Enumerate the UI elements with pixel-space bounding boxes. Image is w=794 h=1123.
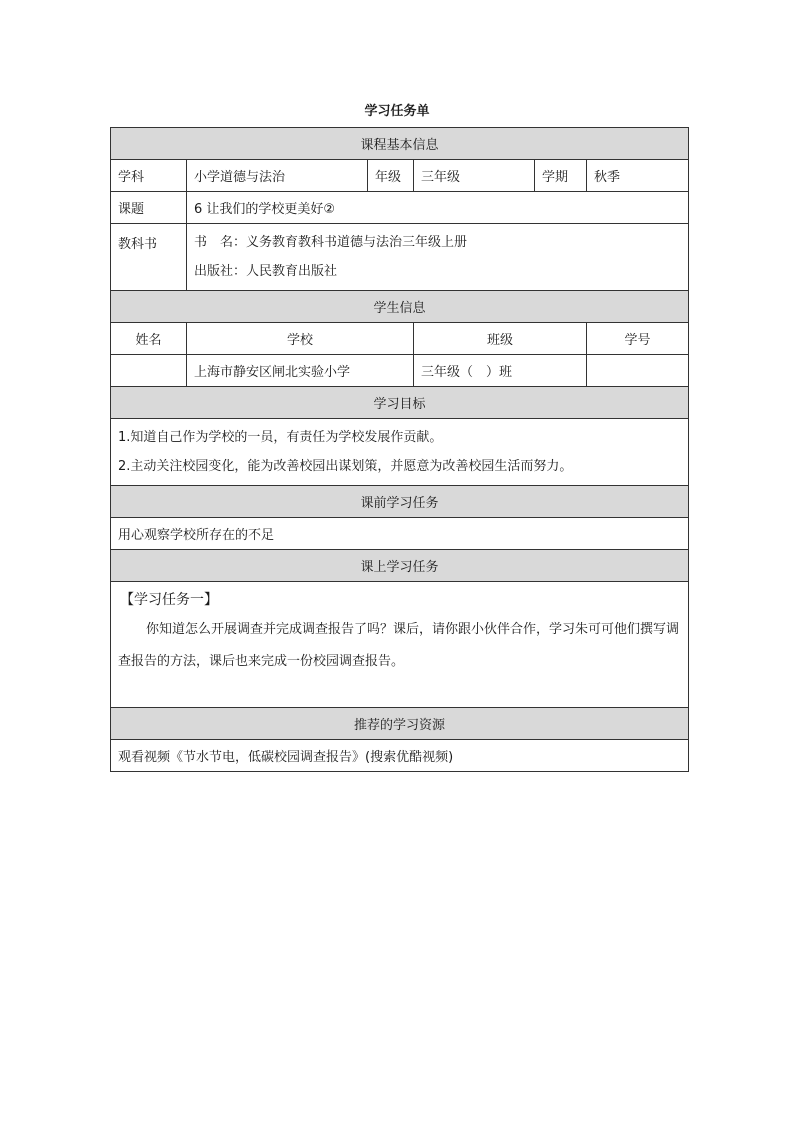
student-name-value (111, 355, 187, 387)
term-label: 学期 (535, 160, 587, 192)
subject-label: 学科 (111, 160, 187, 192)
resources-row (111, 740, 689, 772)
resources-content: 观看视频《节水节电，低碳校园调查报告》(搜索优酷视频) (111, 740, 689, 772)
goals-content-row (111, 419, 689, 486)
in-class-header: 课上学习任务 (111, 550, 689, 582)
topic-label: 课题 (111, 192, 187, 224)
topic-row (111, 192, 689, 224)
in-class-header-row (111, 550, 689, 582)
student-columns-row (111, 323, 689, 355)
goals-list (111, 419, 689, 486)
student-class-header: 班级 (414, 323, 587, 355)
student-info-header-row (111, 291, 689, 323)
course-info-header-row (111, 128, 689, 160)
pre-task-row (111, 518, 689, 550)
resources-header-row (111, 708, 689, 740)
grade-value: 三年级 (414, 160, 535, 192)
subject-row (111, 160, 689, 192)
topic-value: 6 让我们的学校更美好② (187, 192, 689, 224)
goal-item-1: 1.知道自己作为学校的一员，有责任为学校发展作贡献。 (118, 430, 443, 445)
pre-task-header-row (111, 486, 689, 518)
task-sheet-table (110, 127, 689, 772)
student-info-header: 学生信息 (111, 291, 689, 323)
textbook-name: 书 名：义务教育教科书道德与法治三年级上册 (194, 235, 468, 250)
task-one-title: 【学习任务一】 (120, 592, 218, 608)
textbook-publisher: 出版社：人民教育出版社 (194, 264, 338, 279)
in-class-content (111, 582, 689, 708)
pre-task-content: 用心观察学校所存在的不足 (111, 518, 689, 550)
subject-value: 小学道德与法治 (187, 160, 368, 192)
term-value: 秋季 (587, 160, 689, 192)
goal-item-2: 2.主动关注校园变化，能为改善校园出谋划策，并愿意为改善校园生活而努力。 (118, 459, 573, 474)
goals-header: 学习目标 (111, 387, 689, 419)
student-id-header: 学号 (587, 323, 689, 355)
task-one-body: 你知道怎么开展调查并完成调查报告了吗？课后，请你跟小伙伴合作，学习朱可可他们撰写调查报告的方法，课后也来完成一份校园调查报告。 (118, 622, 680, 669)
goals-header-row (111, 387, 689, 419)
textbook-row (111, 224, 689, 291)
course-info-header: 课程基本信息 (111, 128, 689, 160)
in-class-row (111, 582, 689, 708)
pre-task-header: 课前学习任务 (111, 486, 689, 518)
student-values-row (111, 355, 689, 387)
student-school-value: 上海市静安区闸北实验小学 (187, 355, 414, 387)
student-class-value: 三年级（ ）班 (414, 355, 587, 387)
student-id-value (587, 355, 689, 387)
document-title: 学习任务单 (364, 104, 430, 119)
grade-label: 年级 (368, 160, 414, 192)
resources-header: 推荐的学习资源 (111, 708, 689, 740)
textbook-label: 教科书 (111, 224, 187, 291)
student-name-header: 姓名 (111, 323, 187, 355)
textbook-info (187, 224, 689, 291)
student-school-header: 学校 (187, 323, 414, 355)
